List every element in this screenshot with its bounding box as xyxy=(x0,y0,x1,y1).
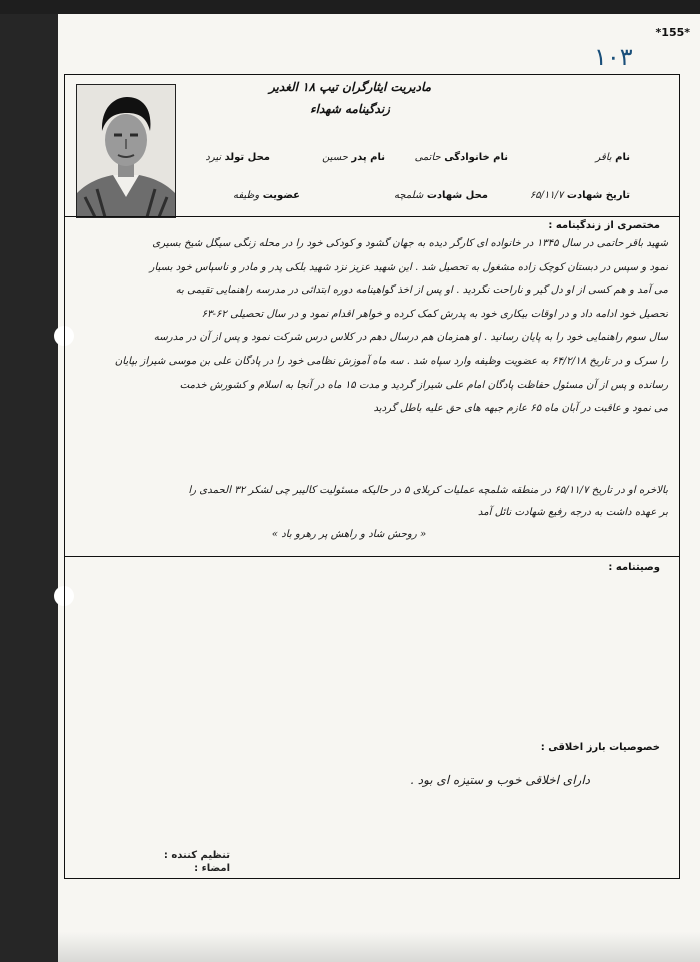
martyrdom-date-field xyxy=(530,190,630,201)
membership-field xyxy=(233,190,300,201)
martyrdom-place-value: شلمچه xyxy=(394,190,424,201)
biography-divider xyxy=(64,556,680,557)
sheet-bottom-shadow xyxy=(58,932,700,962)
father-value: حسین xyxy=(322,152,348,163)
page-number: *155* xyxy=(655,26,690,39)
biography-line: رسانده و پس از آن مسئول حفاظت پادگان امام علی شیراز گردید و مدت ۱۵ ماه در آنجا به اسلام و کشورش خدمت xyxy=(179,379,668,391)
biography-text xyxy=(70,232,668,421)
handwritten-file-number: ١٠٣ xyxy=(594,43,633,71)
document-title: زندگینامه شهداء xyxy=(310,102,390,116)
biography-line: بالاخره او در تاریخ ۶۵/۱۱/۷ در منطقه شلمچه عملیات کربلای ۵ در حالیکه مسئولیت کالیبر چی لشکر ۳۲ الحمدی را xyxy=(188,485,668,496)
traits-value: دارای اخلاقی خوب و ستیزه ای بود . xyxy=(410,773,590,787)
traits-label: خصوصیات بارز اخلاقی : xyxy=(540,742,660,753)
birthplace-label: محل تولد xyxy=(224,152,270,163)
biography-label: مختصری از زندگینامه : xyxy=(548,220,660,231)
martyrdom-date-value: ۶۵/۱۱/۷ xyxy=(529,190,564,201)
portrait-image xyxy=(77,85,175,217)
prepared-by-label: تنظیم کننده : xyxy=(163,850,230,861)
biography-line: بر عهده داشت به درجه رفیع شهادت نائل آمد xyxy=(477,507,668,518)
membership-value: وظیفه xyxy=(232,190,260,201)
family-field xyxy=(415,152,508,163)
family-label: نام خانوادگی xyxy=(444,152,508,163)
biography-line: را سرک و در تاریخ ۶۴/۲/۱۸ به عضویت وظیفه وارد سپاه شد . سه ماه آموزش نظامی خود را در پادگان علی بن موسی شیراز بپایان xyxy=(114,355,668,367)
organization-title: مادیریت ایثارگران تیپ ۱۸ الغدیر xyxy=(268,80,432,94)
biography-line: می آمد و هم کسی از او دل گیر و ناراحت نگردید . او پس از اخذ گواهینامه دوره ابتدائی در مدرسه راهنمایی تقیمی به xyxy=(175,285,668,297)
father-label: نام پدر xyxy=(351,152,385,163)
family-value: حاتمی xyxy=(414,152,441,163)
martyrdom-date-label: تاریخ شهادت xyxy=(566,190,630,201)
name-label: نام xyxy=(615,152,630,163)
biography-prayer-line: « روحش شاد و راهش پر رهرو باد » xyxy=(271,529,427,540)
membership-label: عضویت xyxy=(262,190,300,201)
martyrdom-place-field xyxy=(394,190,488,201)
father-field xyxy=(322,152,385,163)
martyr-portrait-photo xyxy=(76,84,176,218)
name-value: باقر xyxy=(595,152,612,163)
header-divider xyxy=(64,216,680,217)
testament-label: وصیتنامه : xyxy=(608,562,660,573)
scan-edge-top xyxy=(0,0,700,14)
biography-line: می نمود و عاقبت در آبان ماه ۶۵ عازم جبهه های حق علیه باطل گردید xyxy=(373,403,668,415)
biography-ending xyxy=(70,480,668,546)
martyrdom-place-label: محل شهادت xyxy=(426,190,488,201)
biography-line: تحصیل خود ادامه داد و در اوقات بیکاری خود به پدرش کمک کرده و خواهر اقدام نمود و در سال تحصیلی ۶۲-۶۳ xyxy=(201,308,668,320)
signature-label: امضاء : xyxy=(194,863,230,874)
document-header xyxy=(200,80,500,116)
biography-line: شهید باقر حاتمی در سال ۱۳۴۵ در خانواده ای کارگر دیده به جهان گشود و کودکی خود را در محله زنگی سیگل شیخ بسیری xyxy=(152,238,668,249)
biography-line: سال سوم راهنمایی خود را به پایان رسانید . او همزمان هم درسال دهم در کلاس درس شرکت نمود و پس از آن در مدرسه xyxy=(153,332,668,344)
biography-line: نمود و سپس در دبستان کوچک زاده مشغول به تحصیل شد . این شهید عزیز نزد شهید بلکی پدر و مادر و ناسپاس خود بسیار xyxy=(149,261,668,273)
birthplace-field xyxy=(205,152,270,163)
name-field xyxy=(596,152,630,163)
birthplace-value: نیرد xyxy=(205,152,222,163)
